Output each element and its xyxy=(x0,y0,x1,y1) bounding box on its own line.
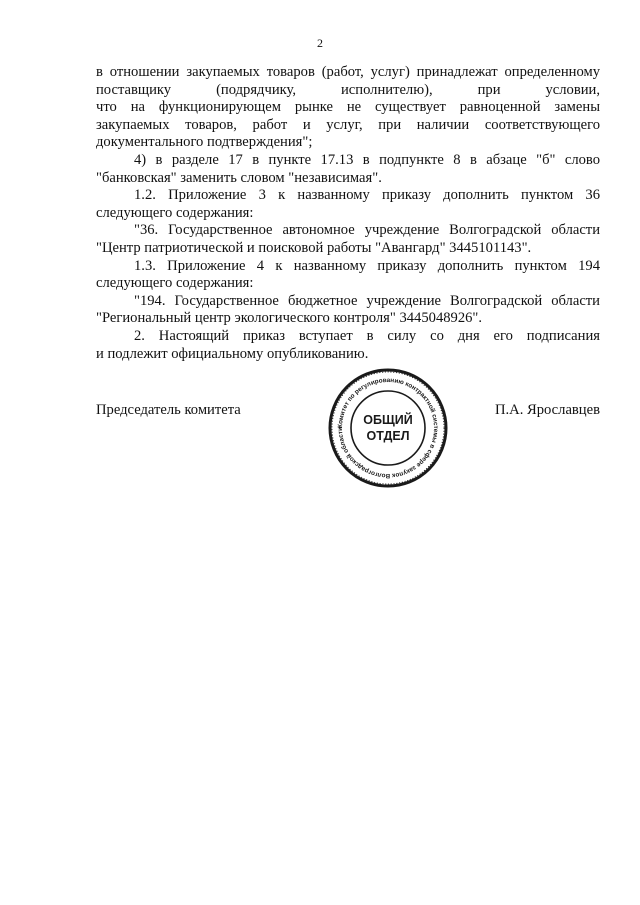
paragraph-item-4 xyxy=(96,152,600,187)
signatory-title: Председатель комитета xyxy=(96,402,241,418)
paragraph-1-3 xyxy=(96,258,600,293)
text-line: "банковская" заменить словом "независимая". xyxy=(96,169,382,186)
official-stamp xyxy=(326,366,450,490)
text-line: "Региональный центр экологического контроля" 3445048926". xyxy=(96,310,483,327)
text-line: следующего содержания: xyxy=(96,275,254,292)
paragraph-item-194 xyxy=(96,293,600,328)
text-line: 2. Настоящий приказ вступает в силу со дня его подписания xyxy=(134,327,600,344)
text-line: 4) в разделе 17 в пункте 17.13 в подпункте 8 в абзаце "б" слово xyxy=(134,151,600,168)
text-line: "194. Государственное бюджетное учреждение Волгоградской области xyxy=(134,292,600,309)
stamp-ring-text: Комитет по регулированию контрактной системы в сфере закупок Волгоградской области xyxy=(336,376,440,480)
text-line: закупаемых товаров, работ и услуг, при наличии соответствующего xyxy=(96,116,600,133)
text-line: 1.3. Приложение 4 к названному приказу дополнить пунктом 194 xyxy=(134,257,600,274)
text-line: поставщику (подрядчику, исполнителю), при условии, xyxy=(96,81,600,98)
text-line: "36. Государственное автономное учреждение Волгоградской области xyxy=(134,222,600,239)
document-body xyxy=(96,64,600,363)
paragraph-1-2 xyxy=(96,187,600,222)
text-line: документального подтверждения"; xyxy=(96,134,313,151)
text-line: 1.2. Приложение 3 к названному приказу дополнить пунктом 36 xyxy=(134,187,600,204)
signatory-name: П.А. Ярославцев xyxy=(494,402,600,418)
text-line: и подлежит официальному опубликованию. xyxy=(96,345,369,362)
text-line: что на функционирующем рынке не существует равноценной замены xyxy=(96,99,600,116)
stamp-outer-ring xyxy=(330,370,446,486)
paragraph-procurement-conditions xyxy=(96,64,600,152)
stamp-dotted-ring xyxy=(332,372,444,484)
stamp-inner-ring xyxy=(351,391,425,465)
paragraph-item-36 xyxy=(96,222,600,257)
text-line: в отношении закупаемых товаров (работ, услуг) принадлежат определенному xyxy=(96,64,600,80)
stamp-center-line-1: ОБЩИЙ xyxy=(363,413,413,427)
text-line: следующего содержания: xyxy=(96,204,254,221)
paragraph-2 xyxy=(96,328,600,363)
text-line: "Центр патриотической и поисковой работы "Авангард" 3445101143". xyxy=(96,239,532,256)
stamp-center-line-2: ОТДЕЛ xyxy=(366,429,410,443)
page-number: 2 xyxy=(317,36,323,50)
